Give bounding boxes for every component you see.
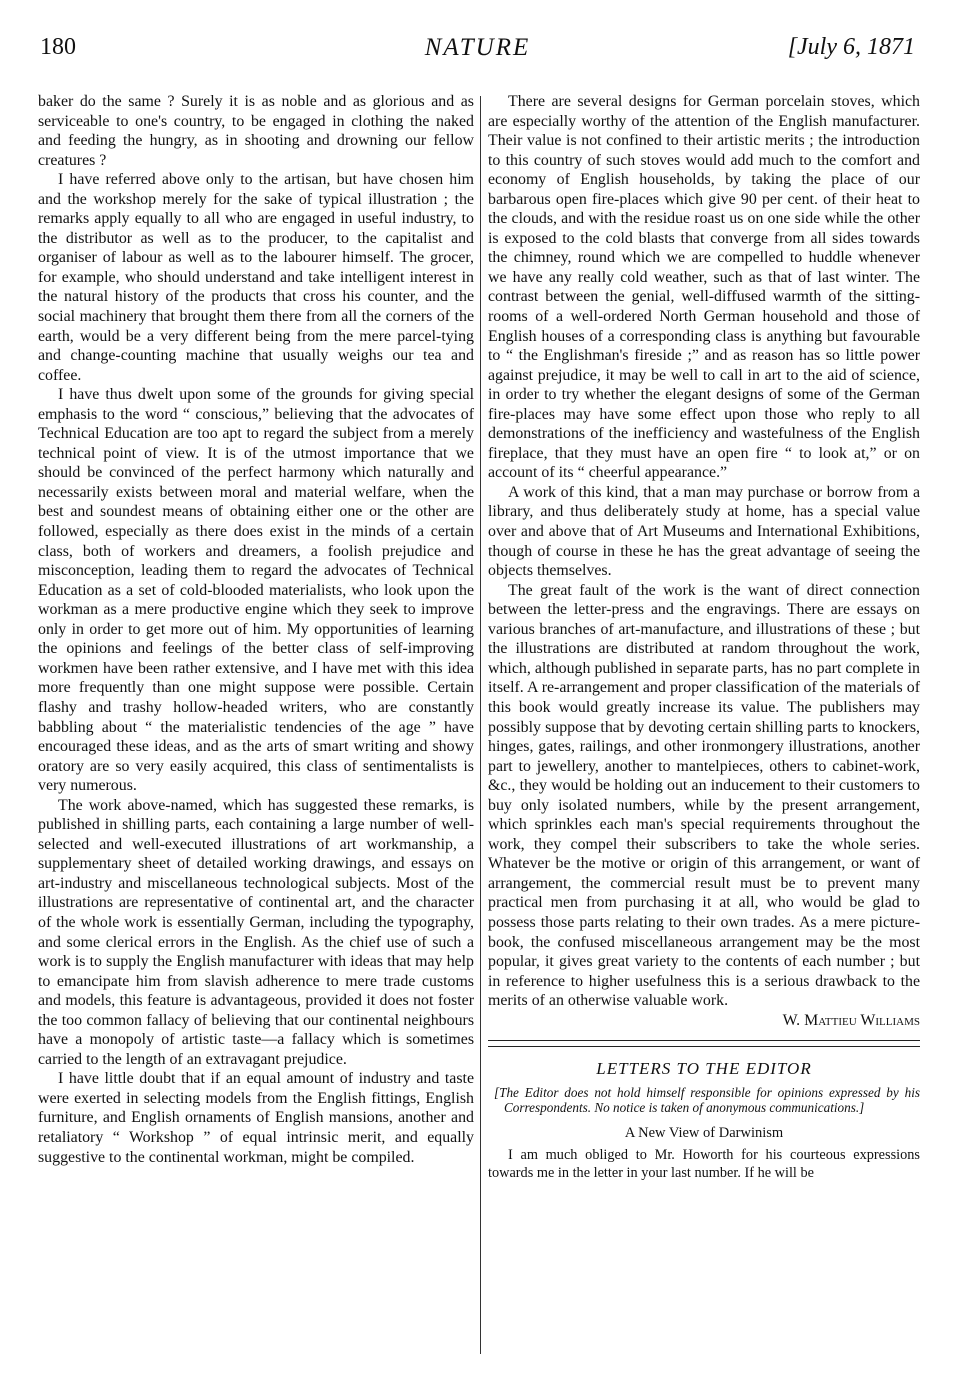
paragraph-continued: baker do the same ? Surely it is as noble and as glorious and as serviceable to one's country, to be engaged in clothing the naked and feeding the hungry, as in shooting and drowning our fellow creatures ?: [38, 93, 474, 169]
paragraph-artisan: I have referred above only to the artisan, but have chosen him and the workshop merely for the sake of typical illustration ; the remarks apply equally to all who are engaged in useful industry, to the distributor as well as to the producer, to the capitalist and organiser of labour as well as to the labourer himself. The grocer, for example, who should understand and take intelligent interest in the natural history of the products that cross his counter, and the social machinery that brought them there from all the corners of the earth, would be a very different being from the mere parcel-tying and change-counting machine that usually weighs our tea and coffee.: [38, 171, 474, 384]
page-number: 180: [40, 34, 76, 60]
column-divider: [480, 96, 481, 1354]
journal-title: NATURE: [424, 34, 531, 61]
letter-title: A New View of Darwinism: [624, 1124, 784, 1141]
letter-body: I am much obliged to Mr. Howorth for his courteous expressions towards me in the letter in your last number. If he will be: [488, 1147, 920, 1181]
paragraph-porcelain-stoves: There are several designs for German porcelain stoves, which are especially worthy of the attention of the English manufacturer. Their value is not confined to their artistic merits ; the introduction to this country of such stoves would add much to the comfort and economy of English households, by taking the place of our barbarous open fire-places which give 90 per cent. of their heat to the clouds, and with the residue roast us on one side while the other is exposed to the cold blasts that converge from all sides towards the chimney, round which we are compelled to huddle whenever we have any really cold weather, such as that of last winter. The contrast between the genial, well-diffused warmth of the sitting-rooms of a well-ordered North German household and those of English houses of a corresponding class is anything but favourable to “ the Englishman's fireside ;” and as reason has so little power against prejudice, it may be well to call in art to the aid of science, in order to try whether the elegant designs of some of the German fire-places may have some effect upon those who reply to all demonstrations of the inefficiency and wastefulness of the English fireplace, that they must have an open fire “ to look at,” or on account of its “ cheerful appearance.”: [488, 93, 920, 482]
issue-date: [July 6, 1871: [787, 34, 915, 60]
paragraph-work-above-named: The work above-named, which has suggested these remarks, is published in shilling parts, each containing a large number of well-selected and well-executed illustrations of art workmanship, a supplementary sheet of detailed working drawings, and essays on art-industry and miscellaneous technological subjects. Most of the illustrations are representative of continental art, and the character of the whole work is essentially German, including the typography, and some clerical errors in the English. As the chief use of such a work is to supply the English manufacturer with ideas that may help to emancipate him from slavish adherence to mere trade customs and models, this feature is advantageous, provided it does not foster the too common fallacy of believing that our continental neighbours have a monopoly of artistic taste—a fallacy which is sometimes carried to the length of an extravagant prejudice.: [38, 796, 474, 1068]
running-head: [40, 34, 915, 74]
paragraph-conscious: I have thus dwelt upon some of the grounds for giving special emphasis to the word “ conscious,” believing that the advocates of Technical Education are too apt to regard the subject from a merely technical point of view. It is of the utmost importance that we should be convinced of the perfect harmony which naturally and necessarily exists between moral and material welfare, when the best and soundest means of obtaining either one or the other are followed, especially as there does exist in the minds of a certain class, both of workers and dreamers, a foolish prejudice and misconception, leading them to regard the advocates of Technical Education as a set of cold-blooded materialists, who look upon the workman as a mere productive engine which they seek to improve only in order to get more out of him. My opportunities of learning the opinions and feelings of the better class of self-improving workmen have been rather extensive, and I have met with this idea more frequently than one might suppose were possible. Certain flashy and trashy hollow-headed writers, who are constantly babbling about “ the materialistic tendencies of the age ” have encouraged these ideas, and as the arts of smart writing and showy oratory are so very easily acquired, this class of sentimentalists is very numerous.: [38, 386, 474, 795]
author-signature: W. Mattieu Williams: [782, 1011, 920, 1029]
left-column: [38, 92, 474, 1167]
section-title: LETTERS TO THE EDITOR: [596, 1059, 812, 1079]
paragraph-english-workshop: I have little doubt that if an equal amount of industry and taste were exerted in selecting models from the English fittings, English furniture, and English ornaments of English mansions, another and retaliatory “ Workshop ” of equal intrinsic merit, and equally suggestive to the continental workman, might be compiled.: [38, 1070, 474, 1166]
editor-note: [The Editor does not hold himself responsible for opinions expressed by his Correspondents. No notice is taken of anonymous communications.]: [494, 1084, 920, 1116]
paragraph-work-of-this-kind: A work of this kind, that a man may purchase or borrow from a library, and thus deliberately study at home, has a special value over and above that of Art Museums and International Exhibitions, though of course in these he has the great advantage of seeing the objects themselves.: [488, 483, 920, 580]
section-rule: [488, 1040, 920, 1047]
paragraph-great-fault: The great fault of the work is the want of direct connection between the letter-press and the engravings. There are essays on various branches of art-manufacture, and illustrations of these ; but the illustrations are distributed at random throughout the work, which, although published in separate parts, has no part complete in itself. A re-arrangement and proper classification of the materials of this book would greatly increase its value. The publishers may possibly suppose that by devoting certain shilling parts to knockers, hinges, gates, railings, and other ironmongery illustrations, another part to jewellery, another to mantelpieces, others to cabinet-work, &c., they would be holding out an inducement to their customers to buy only isolated numbers, while by the present arrangement, which sprinkles each man's special requirements throughout the work, they compel their subscribers to take the whole series. Whatever be the motive or origin of this arrangement, or want of arrangement, the commercial result must be to prevent many practical men from purchasing it at all, who would be glad to possess those parts relating to their own trades. As a mere picture-book, the confused miscellaneous arrangement may be the most popular, it gives great variety to the contents of each number ; but in reference to higher usefulness this is a serious drawback to the merits of an otherwise valuable work.: [488, 581, 920, 1010]
right-column: [488, 92, 920, 1182]
